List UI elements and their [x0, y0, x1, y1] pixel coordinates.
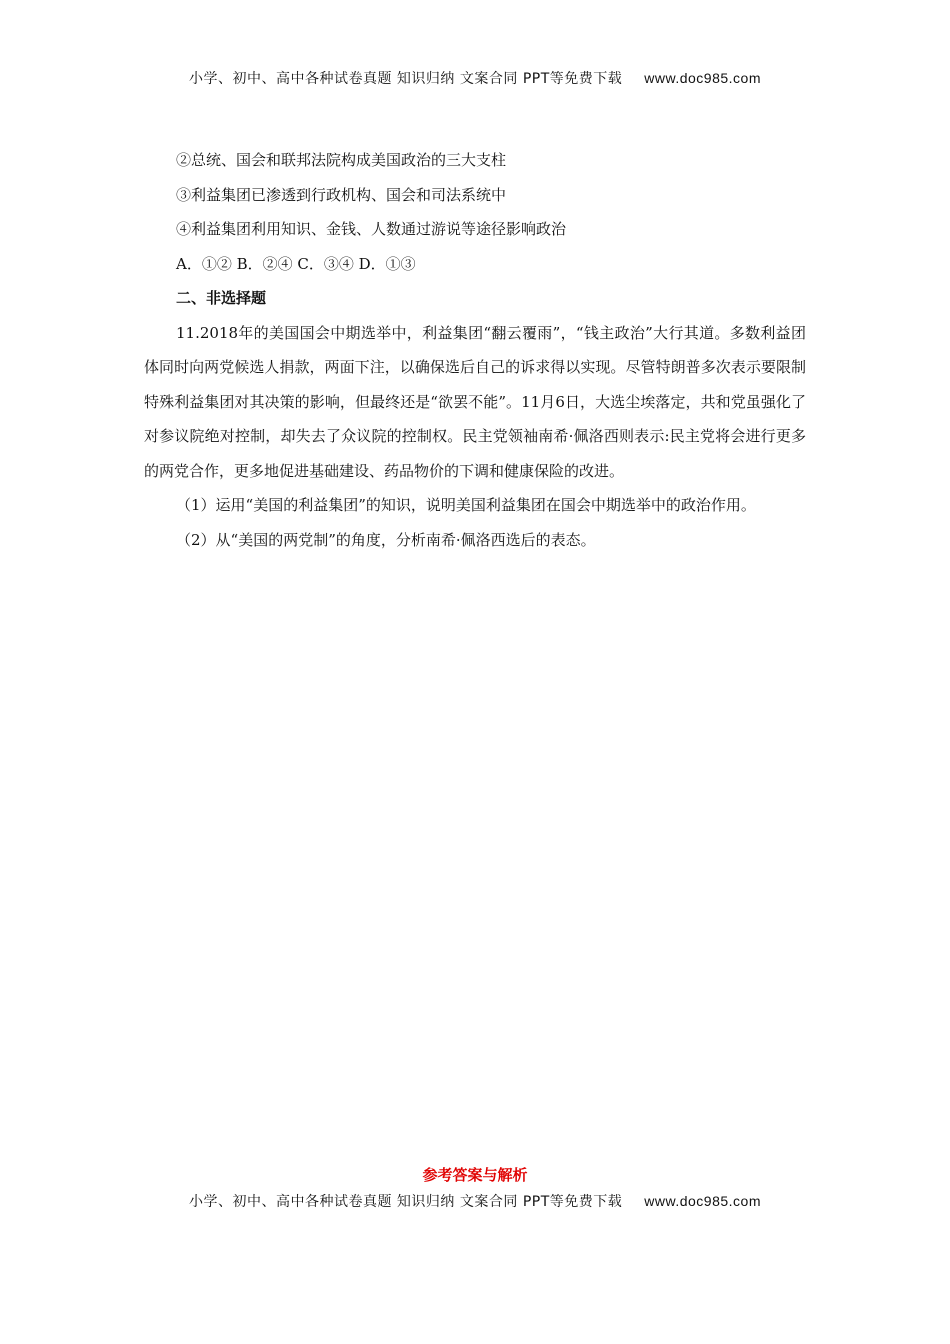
section-title: 二、非选择题	[176, 289, 267, 307]
question-11-text: 11.2018年的美国国会中期选举中，利益集团“翻云覆雨”，“钱主政治”大行其道。多数利益团体同时向两党候选人捐款，两面下注，以确保选后自己的诉求得以实现。尽管特朗普多次表示要限制特殊利益集团对其决策的影响，但最终还是“欲罢不能”。11月6日，大选尘埃落定，共和党虽强化了对参议院绝对控制，却失去了众议院的控制权。民主党领袖南希·佩洛西则表示:民主党将会进行更多的两党合作，更多地促进基础建设、药品物价的下调和健康保险的改进。	[144, 323, 806, 480]
option-2: ②总统、国会和联邦法院构成美国政治的三大支柱	[176, 151, 507, 169]
option-3: ③利益集团已渗透到行政机构、国会和司法系统中	[176, 185, 507, 204]
footer-text: 小学、初中、高中各种试卷真题 知识归纳 文案合同 PPT等免费下载	[188, 1194, 623, 1210]
document-body	[144, 143, 806, 557]
sub-question-2: （2）从“美国的两党制”的角度，分析南希·佩洛西选后的表态。	[176, 530, 596, 549]
footer-site-link[interactable]: www.doc985.com	[644, 1193, 761, 1209]
answer-choices: A．①② B．②④ C．③④ D．①③	[176, 254, 416, 273]
sub-question-1: （1）运用“美国的利益集团”的知识，说明美国利益集团在国会中期选举中的政治作用。	[176, 496, 756, 514]
page-header	[0, 68, 950, 88]
page-footer	[0, 1191, 950, 1211]
option-4: ④利益集团利用知识、金钱、人数通过游说等途径影响政治	[176, 220, 567, 238]
answer-section-title: 参考答案与解析	[422, 1166, 528, 1184]
header-site-link[interactable]: www.doc985.com	[644, 70, 761, 86]
header-text: 小学、初中、高中各种试卷真题 知识归纳 文案合同 PPT等免费下载	[188, 71, 623, 87]
